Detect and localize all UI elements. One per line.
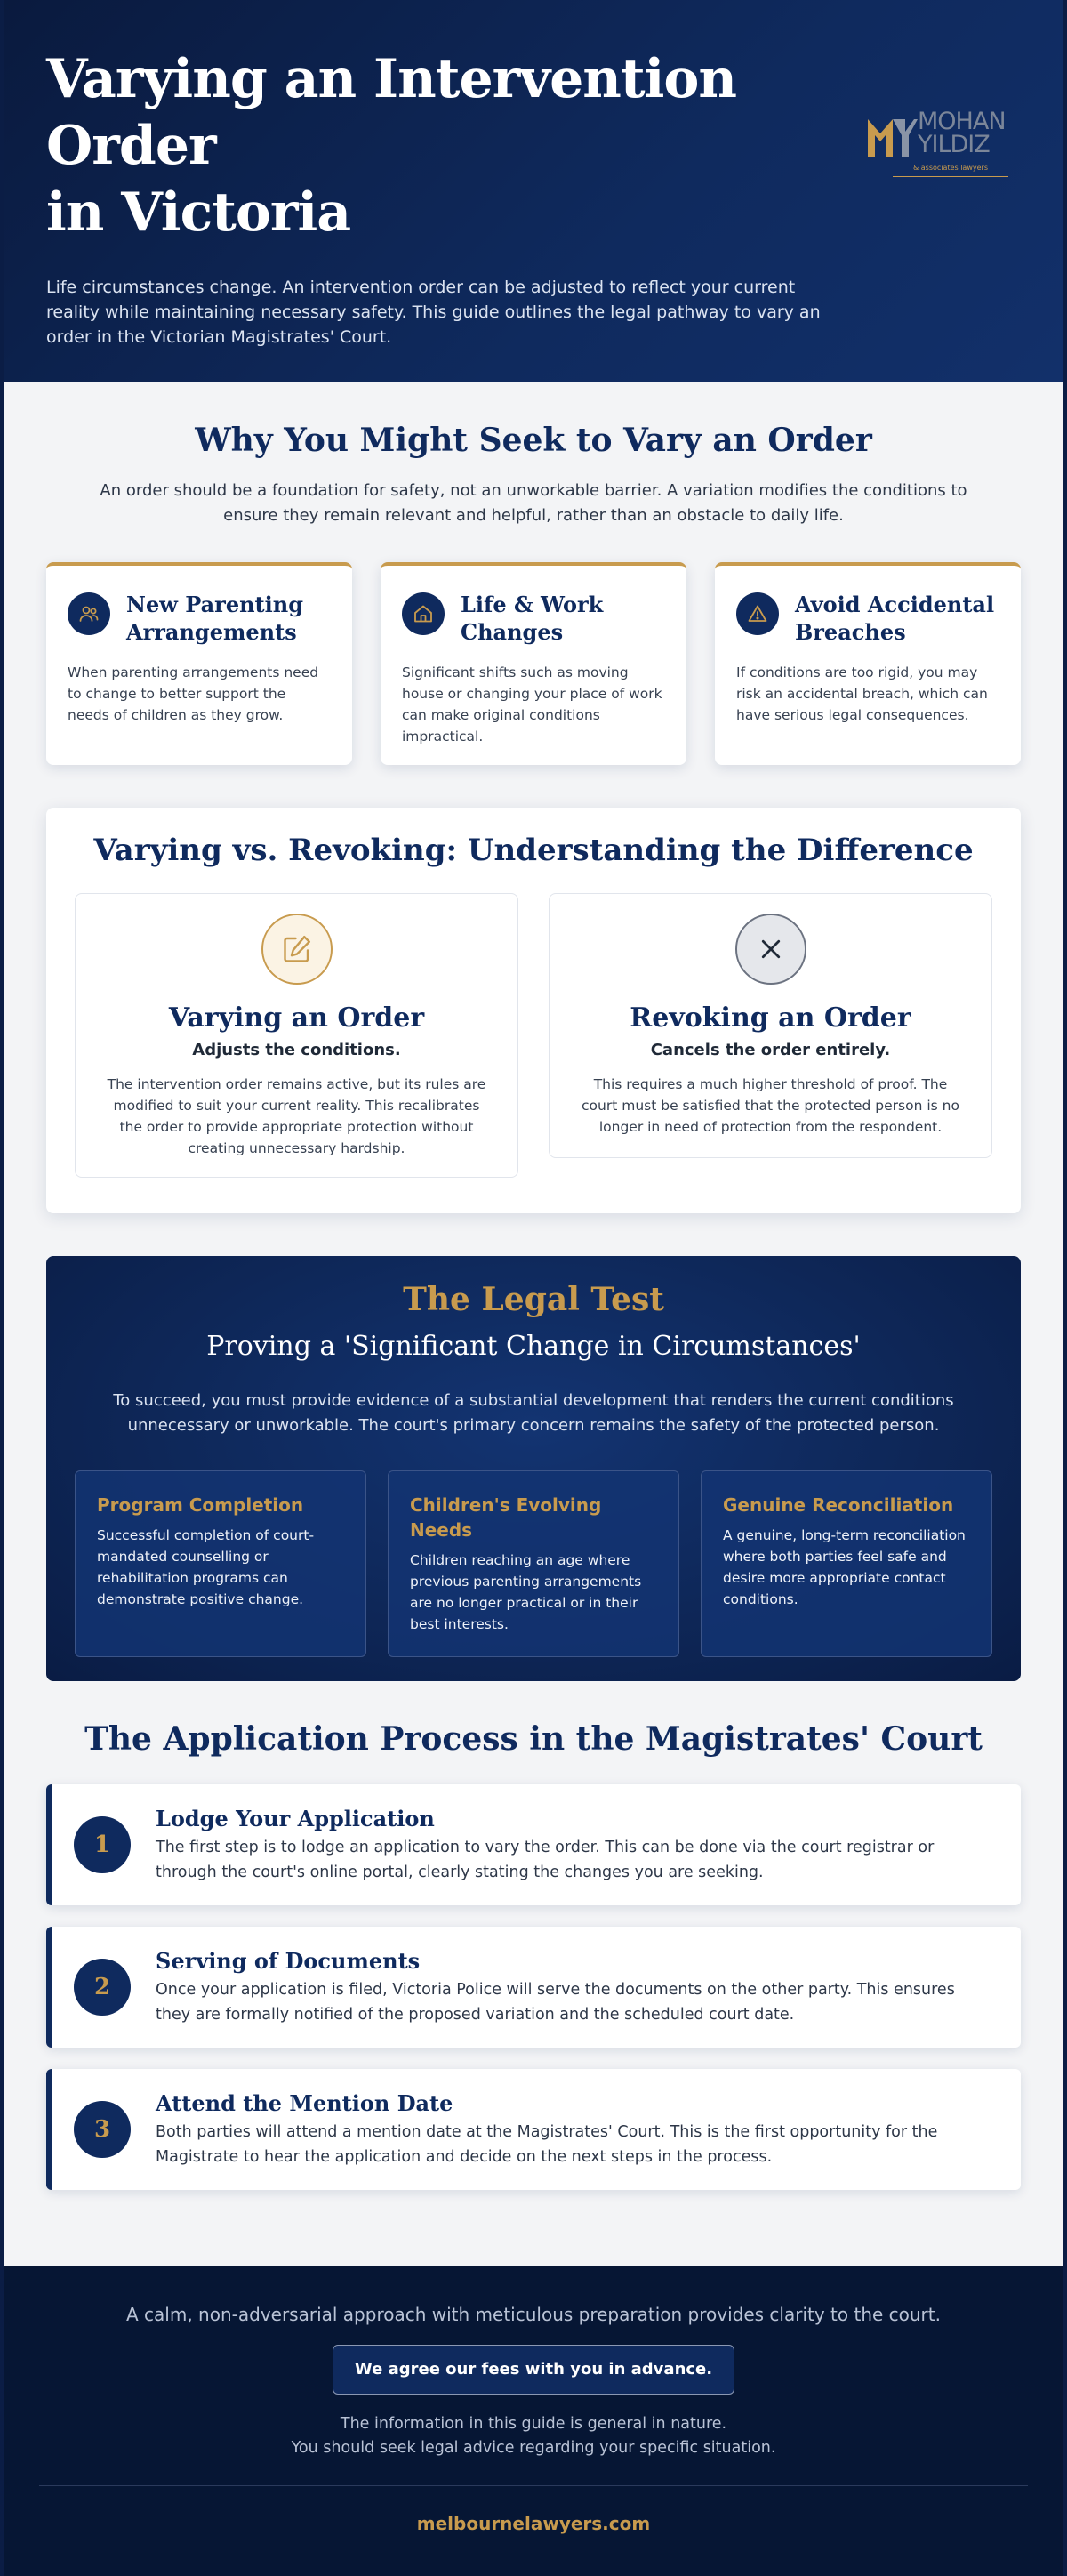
legal-test-title: The Legal Test bbox=[403, 1281, 664, 1318]
evidence-card-text: Successful completion of court-mandated counselling or rehabilitation programs can demonstrate positive change. bbox=[97, 1527, 315, 1607]
revoking-subtitle: Cancels the order entirely. bbox=[650, 1041, 891, 1059]
evidence-card bbox=[388, 1470, 679, 1657]
logo-wordmark bbox=[918, 110, 1006, 157]
step-title: Attend the Mention Date bbox=[156, 2089, 453, 2116]
legal-test-intro: To succeed, you must provide evidence of a substantial development that renders the current conditions unnecessary or unworkable. The court's primary concern remains the safety of the protected person. bbox=[113, 1391, 954, 1435]
logo-name-line: MOHAN bbox=[918, 108, 1006, 135]
home-icon bbox=[402, 592, 445, 635]
process-steps bbox=[46, 1784, 1021, 2190]
evidence-card bbox=[701, 1470, 992, 1657]
step-number: 2 bbox=[74, 1959, 131, 2016]
close-icon bbox=[735, 914, 806, 985]
title-line: in Victoria bbox=[46, 181, 351, 244]
title-line: Varying an Intervention bbox=[46, 48, 737, 110]
footer-disclaimer bbox=[4, 2412, 1063, 2460]
logo-name-line: YILDIZ bbox=[918, 131, 990, 158]
hero-header bbox=[4, 0, 1063, 382]
varying-text: The intervention order remains active, but its rules are modified to suit your current reality. This recalibrates the order to provide appropriate protection without creating unnecessary hardship. bbox=[107, 1076, 486, 1156]
revoking-title: Revoking an Order bbox=[630, 1002, 911, 1034]
process-step bbox=[46, 2069, 1021, 2190]
footer-lead: A calm, non-adversarial approach with meticulous preparation provides clarity to the court. bbox=[126, 2304, 941, 2325]
disclaimer-line: The information in this guide is general in nature. bbox=[340, 2415, 727, 2433]
varying-column bbox=[75, 893, 518, 1178]
footer-divider bbox=[39, 2485, 1028, 2486]
revoking-text: This requires a much higher threshold of proof. The court must be satisfied that the protected person is no longer in need of protection from the respondent. bbox=[582, 1076, 959, 1135]
step-text: The first step is to lodge an application to vary the order. This can be done via the court registrar or through the court's online portal, clearly stating the changes you are seeking. bbox=[156, 1838, 935, 1881]
reason-card bbox=[46, 562, 352, 765]
step-number: 3 bbox=[74, 2101, 131, 2158]
logo-mark-icon bbox=[866, 114, 918, 158]
evidence-card-title: Genuine Reconciliation bbox=[723, 1494, 954, 1516]
legal-test-subtitle: Proving a 'Significant Change in Circumstances' bbox=[206, 1331, 861, 1362]
varying-subtitle: Adjusts the conditions. bbox=[192, 1041, 401, 1059]
evidence-card-title: Children's Evolving Needs bbox=[410, 1494, 602, 1541]
title-line: Order bbox=[46, 115, 216, 177]
why-intro: An order should be a foundation for safety, not an unworkable barrier. A variation modifies the conditions to ensure they remain relevant and helpful, rather than an obstacle to daily life. bbox=[100, 481, 967, 525]
why-section bbox=[4, 422, 1063, 2190]
step-title: Serving of Documents bbox=[156, 1947, 421, 1974]
legal-test-panel bbox=[46, 1256, 1021, 1681]
revoking-column bbox=[549, 893, 992, 1158]
logo-divider bbox=[893, 176, 1008, 177]
page-footer bbox=[4, 2266, 1063, 2576]
process-step bbox=[46, 1784, 1021, 1905]
hero-intro: Life circumstances change. An intervention order can be adjusted to reflect your current reality while maintaining necessary safety. This guide outlines the legal pathway to vary an order in the Victorian Magistrates' Court. bbox=[46, 278, 821, 347]
varying-title: Varying an Order bbox=[168, 1002, 425, 1034]
why-cards bbox=[46, 562, 1021, 765]
fees-button[interactable]: We agree our fees with you in advance. bbox=[333, 2345, 734, 2395]
step-text: Once your application is filed, Victoria Police will serve the documents on the other party. This ensures they are formally notified of the proposed variation and the scheduled court date. bbox=[156, 1980, 955, 2024]
reason-card-text: If conditions are too rigid, you may risk an accidental breach, which can have serious legal consequences. bbox=[736, 664, 988, 723]
reason-card-text: When parenting arrangements need to change to better support the needs of children as they grow. bbox=[68, 664, 319, 723]
process-title: The Application Process in the Magistrates' Court bbox=[84, 1720, 983, 1758]
reason-card-title: Life & Work Changes bbox=[461, 592, 604, 645]
evidence-card-text: Children reaching an age where previous parenting arrangements are no longer practical or in their best interests. bbox=[410, 1552, 642, 1632]
varying-vs-revoking-panel bbox=[46, 808, 1021, 1213]
website-link[interactable]: melbournelawyers.com bbox=[416, 2513, 651, 2534]
logo-tagline: & associates lawyers bbox=[913, 164, 988, 172]
step-text: Both parties will attend a mention date at the Magistrates' Court. This is the first opportunity for the Magistrate to hear the application and decide on the next steps in the process. bbox=[156, 2122, 938, 2166]
reason-card bbox=[381, 562, 686, 765]
evidence-card-title: Program Completion bbox=[97, 1494, 304, 1516]
process-step bbox=[46, 1927, 1021, 2048]
step-title: Lodge Your Application bbox=[156, 1805, 435, 1831]
disclaimer-line: You should seek legal advice regarding your specific situation. bbox=[291, 2439, 776, 2457]
evidence-card-text: A genuine, long-term reconciliation where both parties feel safe and desire more appropriate contact conditions. bbox=[723, 1527, 966, 1607]
page-title bbox=[46, 46, 775, 246]
reason-card-title: New Parenting Arrangements bbox=[126, 592, 303, 645]
evidence-card bbox=[75, 1470, 366, 1657]
versus-title: Varying vs. Revoking: Understanding the Difference bbox=[93, 833, 974, 868]
edit-icon bbox=[261, 914, 333, 985]
people-icon bbox=[68, 592, 110, 635]
warning-icon bbox=[736, 592, 779, 635]
reason-card-text: Significant shifts such as moving house or changing your place of work can make original conditions impractical. bbox=[402, 664, 662, 745]
reason-card-title: Avoid Accidental Breaches bbox=[795, 592, 995, 645]
step-number: 1 bbox=[74, 1816, 131, 1873]
reason-card bbox=[715, 562, 1021, 765]
why-title: Why You Might Seek to Vary an Order bbox=[195, 422, 872, 459]
firm-logo bbox=[866, 110, 1017, 181]
